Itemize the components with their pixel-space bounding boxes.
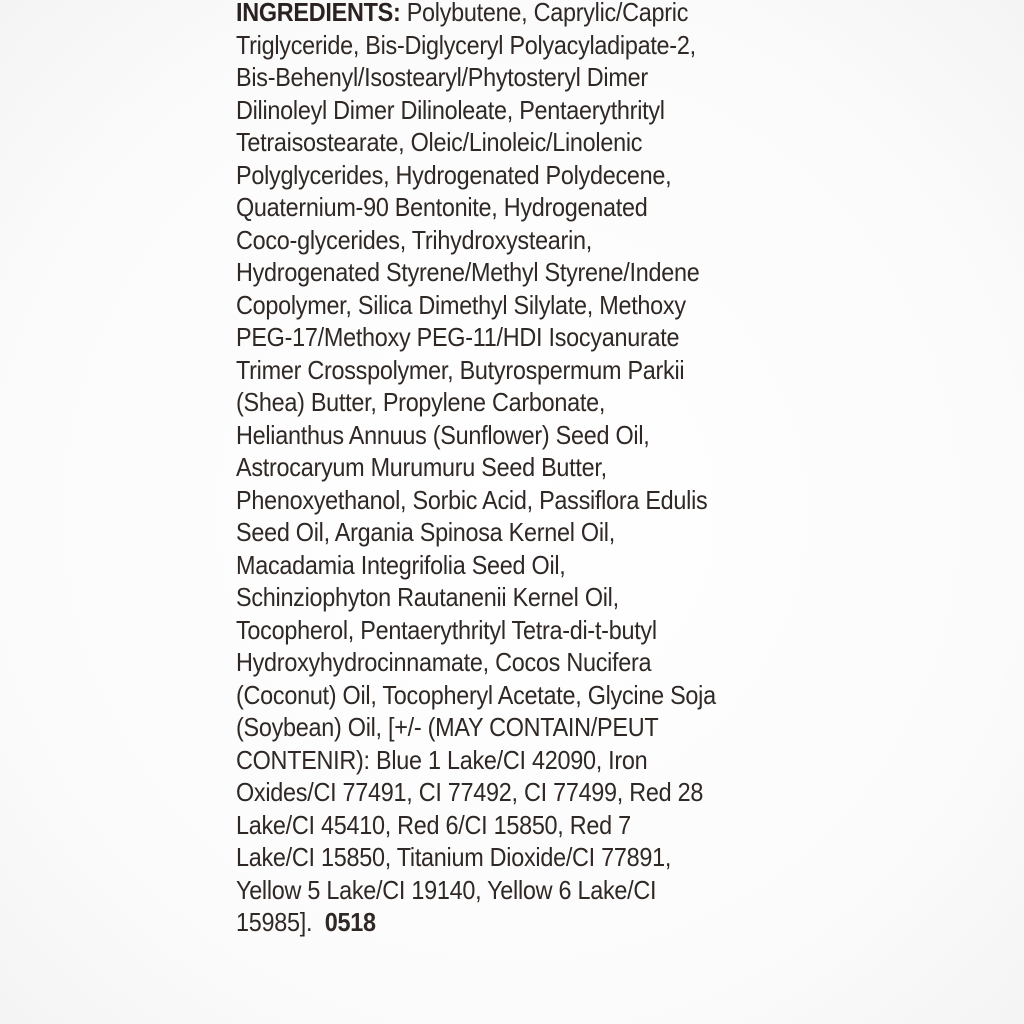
- ingredients-line: Phenoxyethanol, Sorbic Acid, Passiflora Edulis: [236, 484, 708, 515]
- ingredients-line: (Coconut) Oil, Tocopheryl Acetate, Glycine Soja: [236, 679, 716, 710]
- ingredients-text-block: [236, 0, 938, 939]
- ingredients-line: Copolymer, Silica Dimethyl Silylate, Methoxy: [236, 289, 686, 320]
- ingredients-line: Coco-glycerides, Trihydroxystearin,: [236, 224, 592, 255]
- ingredients-line-text: Polybutene, Caprylic/Capric: [406, 0, 689, 27]
- ingredients-line: [236, 906, 938, 939]
- ingredients-line: Schinziophyton Rautanenii Kernel Oil,: [236, 582, 619, 612]
- ingredients-line: Tocopherol, Pentaerythrityl Tetra-di-t-butyl: [236, 614, 657, 645]
- ingredients-line: Oxides/CI 77491, CI 77492, CI 77499, Red 28: [236, 777, 704, 807]
- ingredients-line: Astrocaryum Murumuru Seed Butter,: [236, 452, 607, 482]
- ingredients-line: CONTENIR): Blue 1 Lake/CI 42090, Iron: [236, 744, 648, 775]
- ingredients-line: Lake/CI 15850, Titanium Dioxide/CI 77891,: [236, 842, 672, 872]
- ingredients-line: Yellow 5 Lake/CI 19140, Yellow 6 Lake/CI: [236, 874, 657, 905]
- ingredients-line: PEG-17/Methoxy PEG-11/HDI Isocyanurate: [236, 322, 680, 352]
- ingredients-line: Macadamia Integrifolia Seed Oil,: [236, 549, 566, 580]
- batch-code: 0518: [324, 907, 376, 937]
- ingredients-line: (Soybean) Oil, [+/- (MAY CONTAIN/PEUT: [236, 712, 659, 742]
- ingredients-line: Helianthus Annuus (Sunflower) Seed Oil,: [236, 419, 650, 450]
- ingredients-line: Quaternium-90 Bentonite, Hydrogenated: [236, 192, 648, 222]
- ingredients-heading: INGREDIENTS:: [236, 0, 401, 27]
- ingredients-line: Seed Oil, Argania Spinosa Kernel Oil,: [236, 517, 615, 547]
- ingredients-line: Lake/CI 45410, Red 6/CI 15850, Red 7: [236, 809, 631, 840]
- ingredients-line: Bis-Behenyl/Isostearyl/Phytosteryl Dimer: [236, 62, 648, 92]
- ingredients-line: [236, 0, 938, 29]
- ingredients-line: (Shea) Butter, Propylene Carbonate,: [236, 387, 606, 417]
- ingredients-line: Trimer Crosspolymer, Butyrospermum Parkii: [236, 354, 685, 385]
- ingredients-line: Polyglycerides, Hydrogenated Polydecene,: [236, 159, 672, 190]
- ingredients-line: Dilinoleyl Dimer Dilinoleate, Pentaerythrityl: [236, 94, 665, 125]
- ingredients-line: Hydrogenated Styrene/Methyl Styrene/Indene: [236, 257, 700, 287]
- ingredients-line: Hydroxyhydrocinnamate, Cocos Nucifera: [236, 647, 652, 677]
- ingredients-line: Triglyceride, Bis-Diglyceryl Polyacyladipate-2,: [236, 29, 696, 60]
- ingredients-last-line: 15985].: [236, 907, 313, 937]
- ingredients-line: Tetraisostearate, Oleic/Linoleic/Linolenic: [236, 127, 643, 157]
